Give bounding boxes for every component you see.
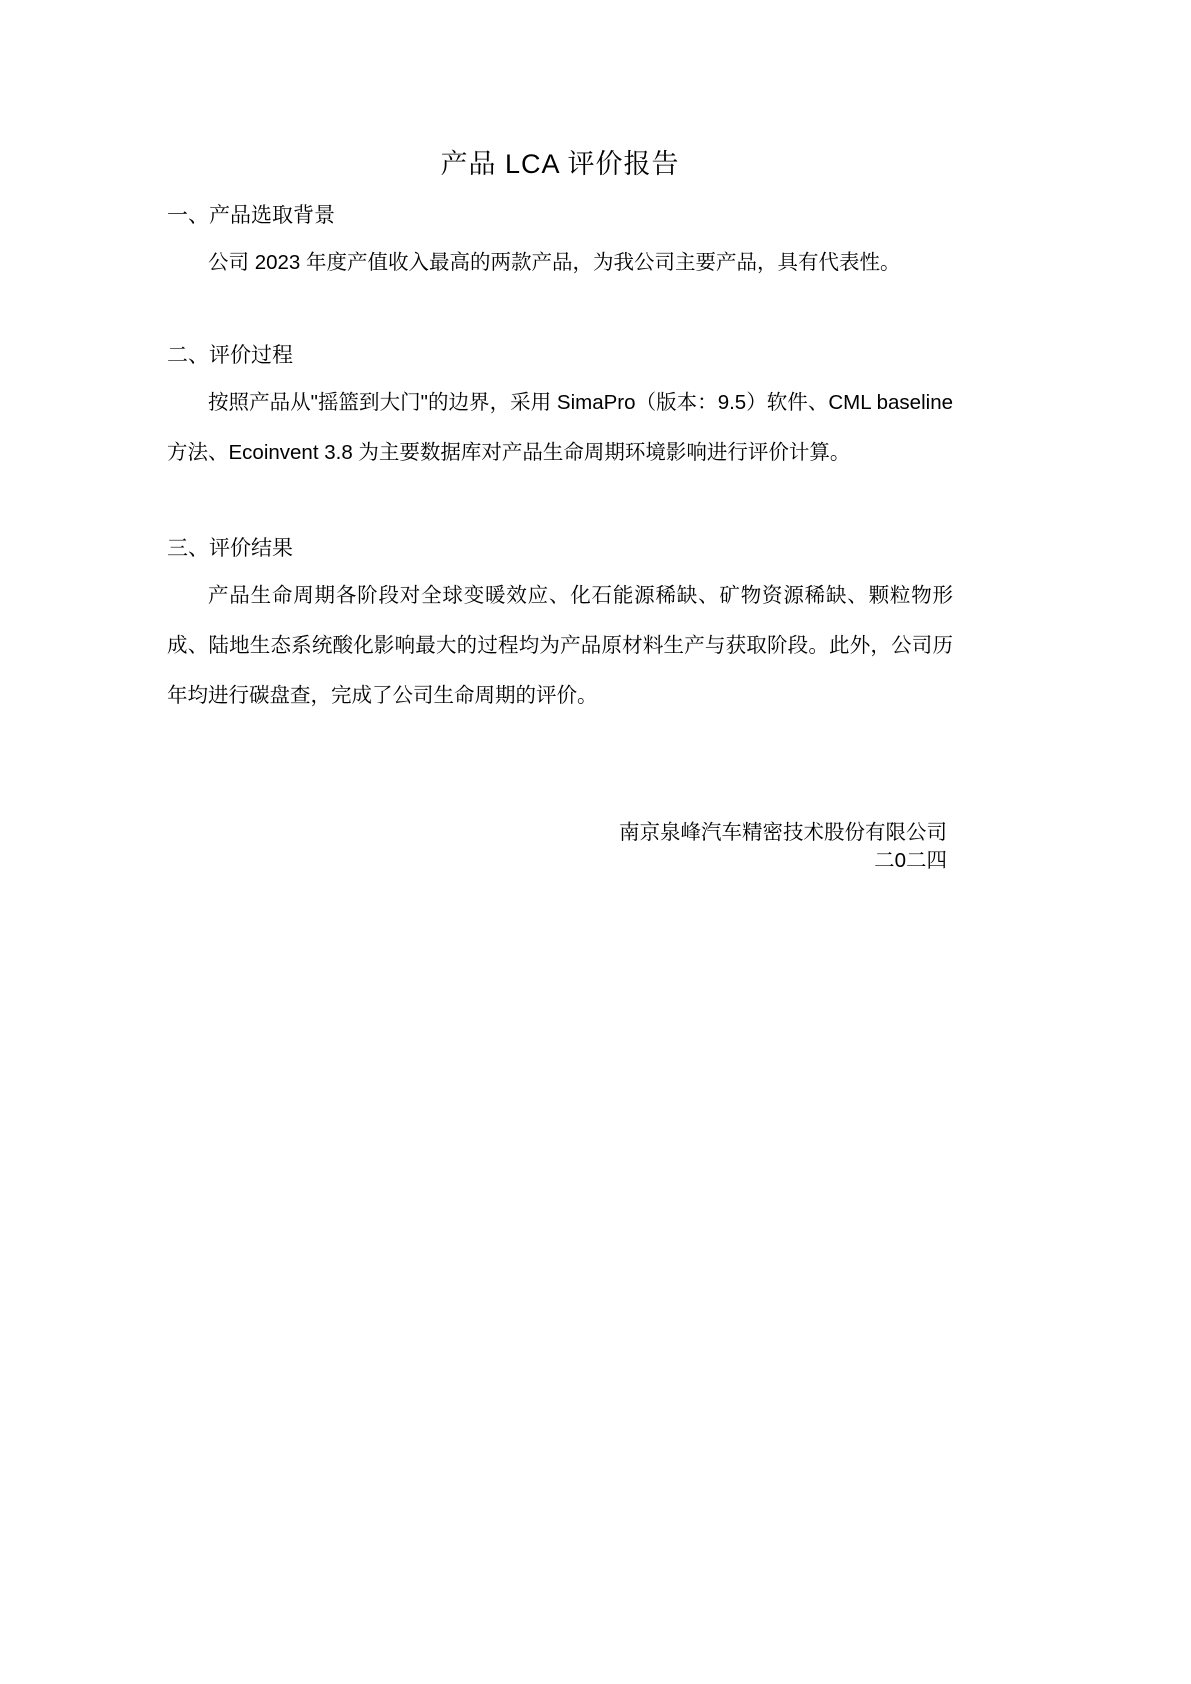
section-3-paragraph: 产品生命周期各阶段对全球变暖效应、化石能源稀缺、矿物资源稀缺、颗粒物形成、陆地生态系统酸化影响最大的过程均为产品原材料生产与获取阶段。此外，公司历年均进行碳盘查，完成了公司生命周期的评价。: [167, 584, 953, 707]
signature-company-name: 南京泉峰汽车精密技术股份有限公司: [619, 821, 947, 844]
section-2-paragraph: 按照产品从"摇篮到大门"的边界，采用 SimaPro（版本：9.5）软件、CML baseline 方法、Ecoinvent 3.8 为主要数据库对产品生命周期环境影响进行评价计算。: [167, 391, 953, 464]
section-3-heading: 三、评价结果: [167, 537, 293, 560]
signature-date: 二0二四: [874, 849, 947, 872]
section-1-paragraph: 公司 2023 年度产值收入最高的两款产品，为我公司主要产品，具有代表性。: [208, 251, 901, 274]
section-1-heading: 一、产品选取背景: [167, 204, 335, 227]
signature-block: [167, 819, 953, 875]
section-2-heading: 二、评价过程: [167, 344, 293, 367]
document-title: 产品 LCA 评价报告: [440, 149, 680, 179]
